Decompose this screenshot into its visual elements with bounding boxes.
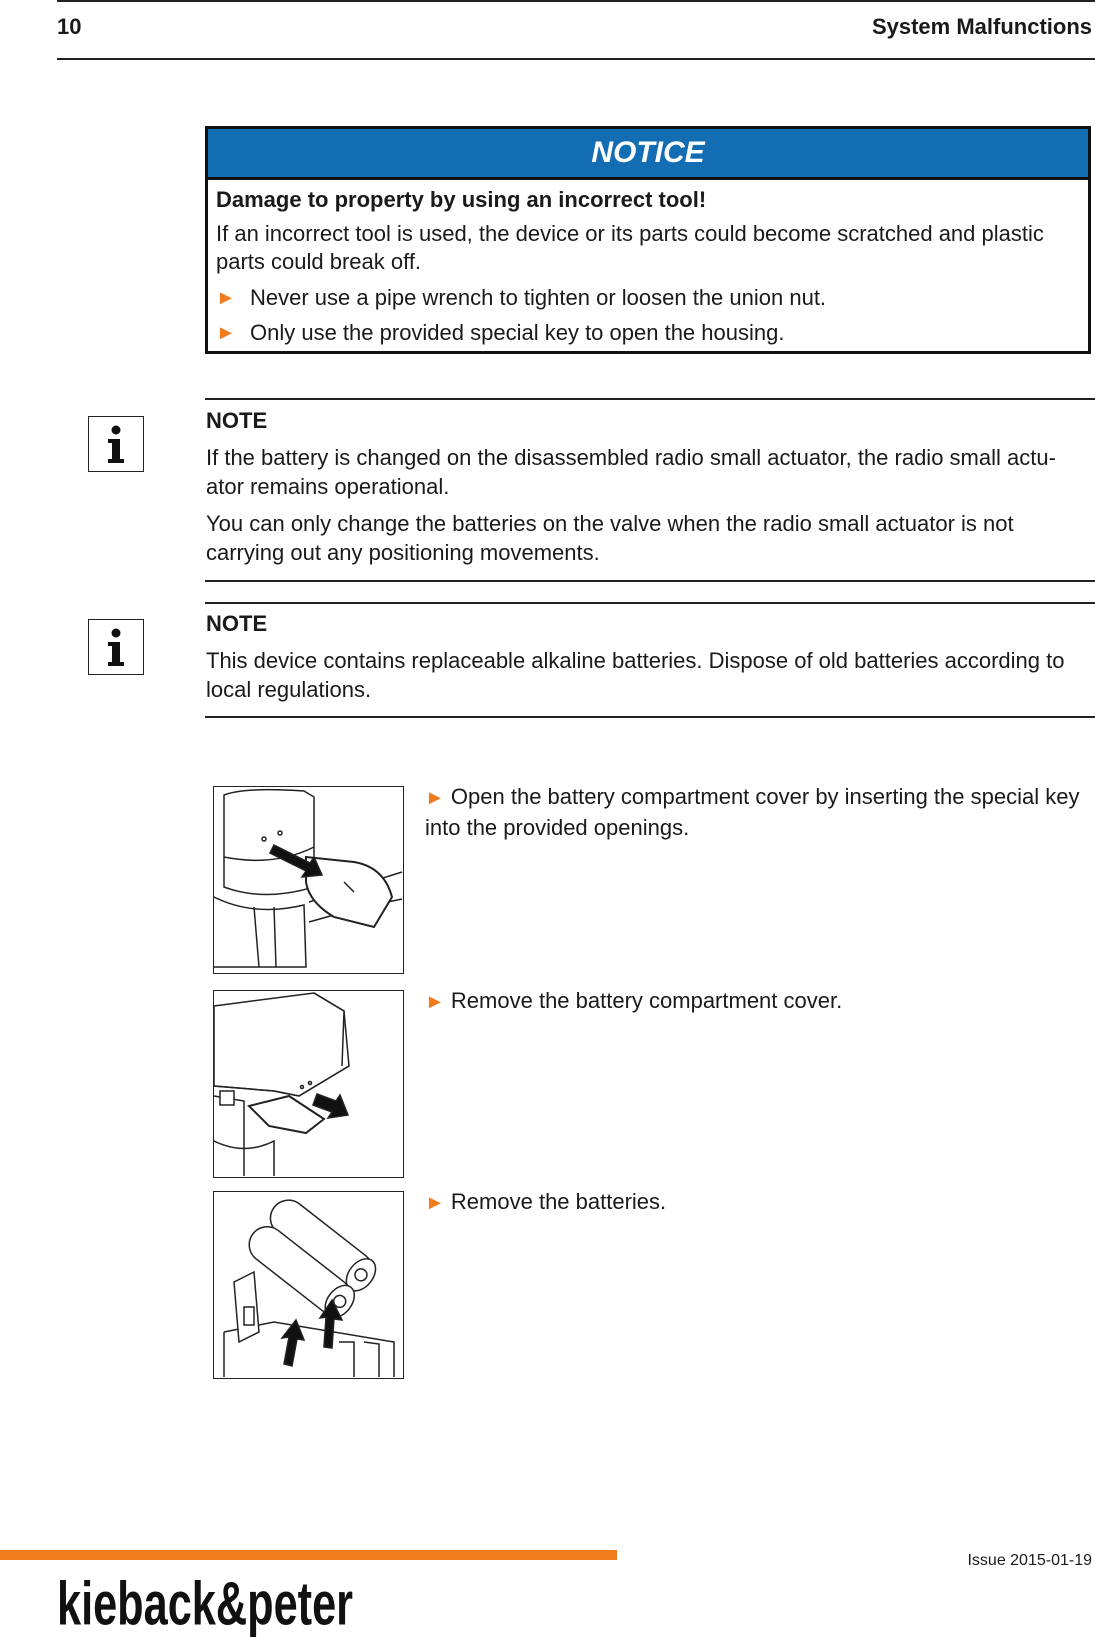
info-icon [88,619,144,675]
step-marker-icon: ► [425,787,445,809]
note-top-rule [205,398,1095,400]
note-paragraph: You can only change the batteries on the valve when the radio small actuator is not carrying out any positioning movements. [206,511,1014,565]
note-title: NOTE [206,611,268,636]
section-title: System Malfunctions [871,14,1092,39]
step-marker-icon: ► [425,991,445,1013]
triangle-bullet-icon: ► [216,322,236,344]
step-item [425,986,1085,1017]
brand-logo [57,1569,357,1637]
issue-date: Issue 2015-01-19 [967,1552,1092,1569]
step-text: Open the battery compartment cover by inserting the special key into the provided openings. [425,784,1080,840]
step-text: Remove the batteries. [450,1189,667,1214]
figure-remove-cover [213,990,404,1178]
footer-accent-bar [0,1550,617,1560]
step-marker-icon: ► [425,1192,445,1214]
step-item [425,782,1085,842]
notice-bullet-text: Never use a pipe wrench to tighten or loosen the union nut. [250,285,827,310]
step-text: Remove the battery compartment cover. [450,988,843,1013]
notice-text: If an incorrect tool is used, the device or its parts could become scratched and plastic parts could break off. [216,221,1044,274]
note-bottom-rule [205,716,1095,718]
step-item [425,1187,1085,1218]
note-title: NOTE [206,408,268,433]
note-paragraph: This device contains replaceable alkaline batteries. Dispose of old batteries according to local regulations. [206,648,1065,702]
figure-remove-batteries [213,1191,404,1379]
page-number: 10 [57,14,82,39]
note-top-rule [205,602,1095,604]
figure-open-cover [213,786,404,974]
notice-box [205,126,1091,354]
note-bottom-rule [205,580,1095,582]
triangle-bullet-icon: ► [216,287,236,309]
notice-bullet [216,284,1080,312]
notice-bullet [216,319,1080,347]
notice-bullet-text: Only use the provided special key to open the housing. [250,320,785,345]
notice-label: NOTICE [208,129,1088,180]
info-icon [88,416,144,472]
header-top-rule [57,0,1095,2]
note-paragraph: If the battery is changed on the disassembled radio small actuator, the radio small actu-ator remains operational. [206,445,1056,499]
notice-heading: Damage to property by using an incorrect tool! [216,187,707,212]
header-bottom-rule [57,58,1095,60]
brand-logo-text: kieback&peter [57,1569,354,1637]
